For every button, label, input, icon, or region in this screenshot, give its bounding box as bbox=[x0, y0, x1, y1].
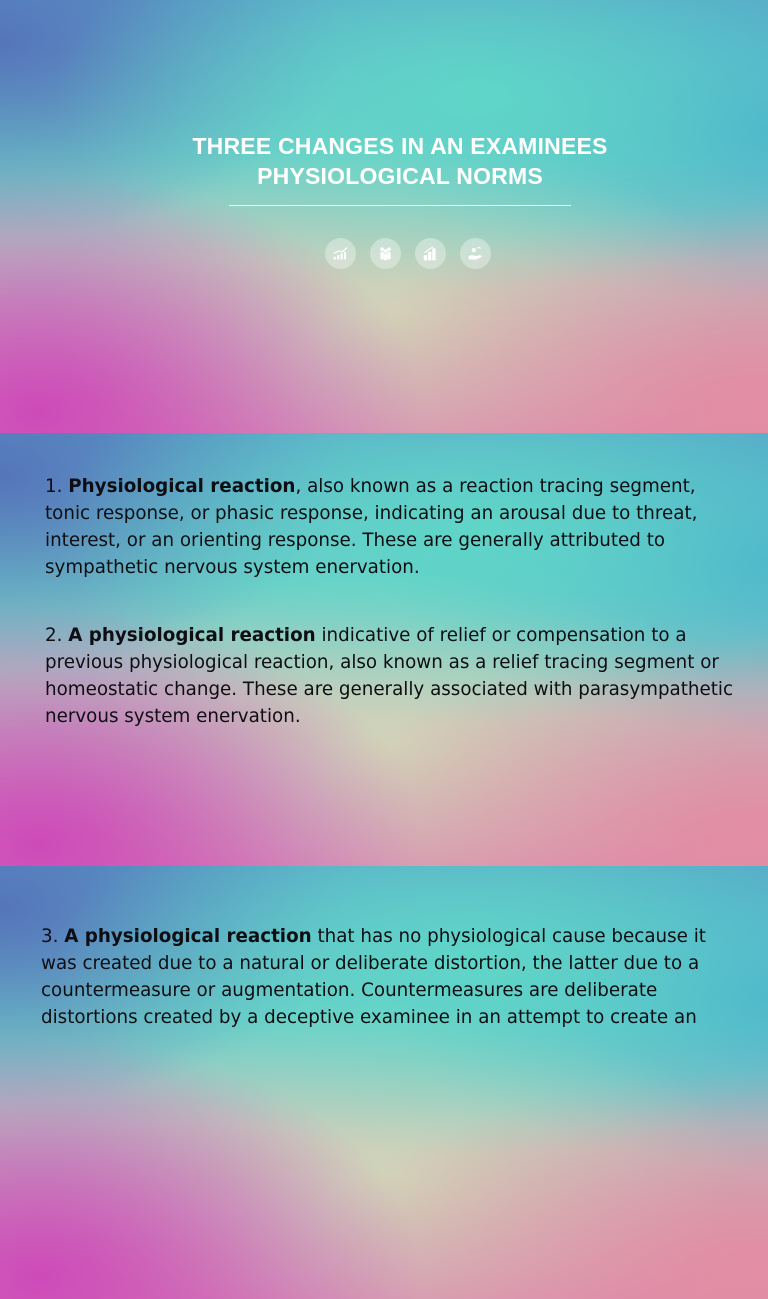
item-2-term: A physiological reaction bbox=[68, 625, 316, 646]
bar-steps-icon bbox=[415, 238, 446, 269]
item-2-text: indicative of relief or compensation to a previous physiological reaction, also known as a relief tracing segment or homeostatic change. These are generally associated with parasympathetic nervous system enervation. bbox=[45, 625, 734, 727]
item-1-term: Physiological reaction bbox=[68, 476, 296, 497]
content-slide-2 bbox=[0, 866, 768, 1299]
item-1-text: , also known as a reaction tracing segment, tonic response, or phasic response, indicating an arousal due to threat, interest, or an orienting response. These are generally attributed to sympathetic nervous system enervation. bbox=[45, 476, 698, 578]
slide-title-line-1: THREE CHANGES IN AN EXAMINEES bbox=[192, 133, 608, 159]
item-3-term: A physiological reaction bbox=[64, 926, 312, 947]
slide-title bbox=[0, 131, 768, 191]
title-divider bbox=[229, 205, 571, 206]
item-3-paragraph bbox=[41, 923, 731, 1031]
hand-offering-icon bbox=[460, 238, 491, 269]
icon-row bbox=[325, 238, 491, 269]
content-slide-1 bbox=[0, 433, 768, 866]
item-1-paragraph bbox=[45, 473, 735, 581]
item-2-paragraph bbox=[45, 622, 745, 730]
item-3-text: that has no physiological cause because it was created due to a natural or deliberate distortion, the latter due to a countermeasure or augmentation. Countermeasures are deliberate distortions created by a deceptive examinee in an attempt to create an bbox=[41, 926, 706, 1028]
item-2-number: 2. bbox=[45, 625, 69, 646]
people-group-icon bbox=[370, 238, 401, 269]
growth-chart-icon bbox=[325, 238, 356, 269]
title-slide bbox=[0, 0, 768, 433]
item-3-number: 3. bbox=[41, 926, 65, 947]
item-1-number: 1. bbox=[45, 476, 69, 497]
slide-title-line-2: PHYSIOLOGICAL NORMS bbox=[257, 163, 543, 189]
